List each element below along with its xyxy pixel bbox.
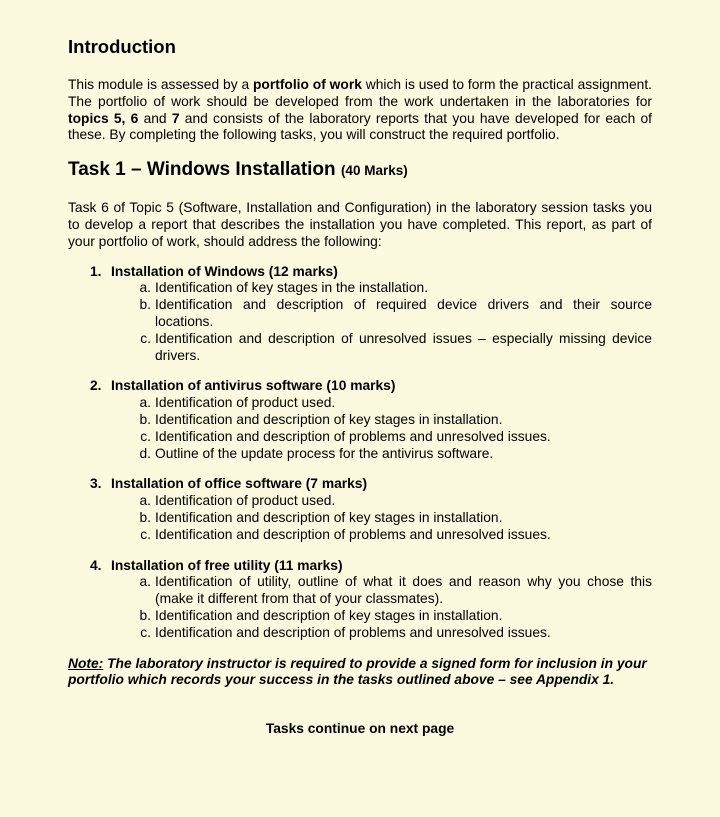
task-subitem-text: Identification and description of problems and unresolved issues. xyxy=(155,526,551,542)
task-subitem-letter: c. xyxy=(140,624,151,640)
intro-text-1: This module is assessed by a xyxy=(68,77,253,92)
task-subitem-text: Identification of product used. xyxy=(155,395,336,411)
task-subitem xyxy=(140,330,652,365)
task-subitem-list xyxy=(68,280,652,364)
task-item-title: Installation of antivirus software (10 marks) xyxy=(111,378,396,394)
task1-heading xyxy=(68,158,652,183)
task-subitem xyxy=(140,428,652,446)
task-item-number: 2. xyxy=(90,378,102,394)
task-subitem xyxy=(139,509,652,527)
note-label: Note: xyxy=(68,655,104,671)
task-subitem xyxy=(139,493,652,510)
task-subitem-text: Identification and description of unresolved issues – especially missing device drivers. xyxy=(155,330,652,363)
task-subitem-letter: c. xyxy=(140,428,151,444)
task-subitem-text: Identification and description of key stages in installation. xyxy=(155,607,503,623)
task-subitem-letter: d. xyxy=(139,445,151,461)
task-subitem-list xyxy=(68,493,652,543)
task-subitem-letter: b. xyxy=(139,607,151,623)
task-subitem-letter: c. xyxy=(140,526,151,542)
task-item xyxy=(68,378,652,462)
intro-bold-seven: 7 xyxy=(171,110,180,126)
intro-text-2: which is used to form the practical assignment. The portfolio of work should be developed from the work undertaken in the laboratories for xyxy=(68,77,652,109)
task1-item-list xyxy=(68,264,652,642)
task-subitem-text: Identification and description of problems and unresolved issues. xyxy=(155,624,551,640)
task-item xyxy=(68,264,652,365)
task-subitem-text: Identification of key stages in the installation. xyxy=(155,280,429,296)
task-subitem-text: Identification and description of key stages in installation. xyxy=(155,509,503,525)
task-subitem-letter: b. xyxy=(139,297,151,313)
task-item-title: Installation of Windows (12 marks) xyxy=(111,263,338,279)
intro-bold-topics: topics 5, 6 xyxy=(68,110,139,126)
task-subitem-text: Identification and description of key stages in installation. xyxy=(155,411,503,427)
task-item-number: 4. xyxy=(90,557,102,573)
task-item-title: Installation of free utility (11 marks) xyxy=(111,557,343,573)
task-subitem xyxy=(139,607,652,625)
task-subitem-letter: c. xyxy=(140,330,151,346)
task-subitem xyxy=(140,526,652,544)
task-subitem xyxy=(139,574,652,608)
task-item-number: 3. xyxy=(90,476,102,492)
task-item-heading xyxy=(68,264,652,281)
continue-footer: Tasks continue on next page xyxy=(265,721,455,737)
task-subitem-letter: a. xyxy=(139,280,151,296)
introduction-heading: Introduction xyxy=(68,36,176,57)
task-subitem-text: Outline of the update process for the antivirus software. xyxy=(155,445,494,461)
task-subitem xyxy=(139,280,652,297)
task1-description: Task 6 of Topic 5 (Software, Installation and Configuration) in the laboratory session tasks you to develop a report that describes the installation you have completed. This report, as part of your portfolio of work, should address the following: xyxy=(68,200,652,249)
task-subitem-text: Identification of utility, outline of what it does and reason why you chose this (make it different from that of your classmates). xyxy=(155,574,652,607)
task-item-heading xyxy=(68,476,652,493)
task-item xyxy=(68,558,652,642)
task-item-heading xyxy=(68,378,652,395)
task-subitem-letter: b. xyxy=(139,411,151,427)
task1-marks: (40 Marks) xyxy=(340,163,408,179)
task-subitem-letter: a. xyxy=(139,395,151,411)
task-subitem-letter: b. xyxy=(139,509,151,525)
task-subitem xyxy=(140,624,652,642)
intro-bold-portfolio: portfolio of work xyxy=(253,77,362,92)
task-subitem xyxy=(139,445,652,463)
task-subitem xyxy=(139,411,652,429)
task-subitem-letter: a. xyxy=(139,493,151,509)
task-subitem-letter: a. xyxy=(139,574,151,590)
introduction-paragraph xyxy=(68,77,652,144)
task-subitem xyxy=(139,297,652,331)
note-paragraph xyxy=(68,656,652,690)
task1-title: Task 1 – Windows Installation xyxy=(68,159,336,181)
task-item xyxy=(68,476,652,543)
task-subitem-text: Identification and description of problems and unresolved issues. xyxy=(155,428,551,444)
intro-text-3: and xyxy=(138,110,172,126)
task-subitem-text: Identification of product used. xyxy=(155,493,336,509)
task-subitem xyxy=(139,395,652,412)
task-subitem-text: Identification and description of required device drivers and their source locations. xyxy=(155,297,652,329)
task-item-heading xyxy=(68,558,652,575)
task-item-number: 1. xyxy=(90,263,102,279)
task-subitem-list xyxy=(68,574,652,641)
intro-text-4: and consists of the laboratory reports that you have developed for each of these. By completing the following tasks, you will construct the required portfolio. xyxy=(68,110,653,143)
note-text: The laboratory instructor is required to provide a signed form for inclusion in your portfolio which records your success in the tasks outlined above – see Appendix 1. xyxy=(68,655,647,688)
task-subitem-list xyxy=(68,395,652,462)
task-item-title: Installation of office software (7 marks) xyxy=(111,476,368,492)
